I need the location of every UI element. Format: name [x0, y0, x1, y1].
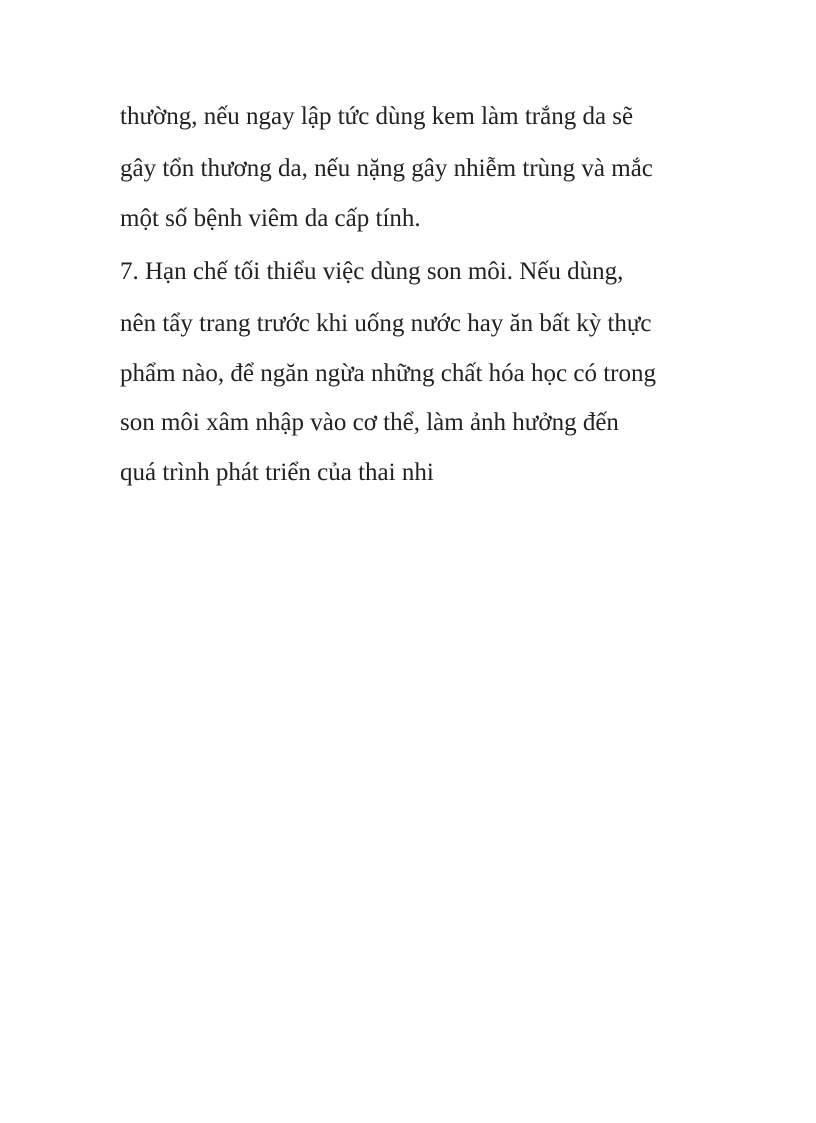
paragraph-line: gây tổn thương da, nếu nặng gây nhiễm trùng và mắc: [120, 155, 653, 182]
list-item-line: nên tẩy trang trước khi uống nước hay ăn bất kỳ thực: [120, 310, 652, 337]
list-item-line: quá trình phát triển của thai nhi: [120, 459, 434, 486]
list-item-line: son môi xâm nhập vào cơ thể, làm ảnh hưởng đến: [120, 409, 619, 436]
paragraph-line: một số bệnh viêm da cấp tính.: [120, 205, 421, 232]
list-item-line: 7. Hạn chế tối thiểu việc dùng son môi. Nếu dùng,: [120, 258, 624, 285]
list-item-line: phẩm nào, để ngăn ngừa những chất hóa học có trong: [120, 360, 656, 387]
paragraph-line: thường, nếu ngay lập tức dùng kem làm trắng da sẽ: [120, 103, 634, 130]
